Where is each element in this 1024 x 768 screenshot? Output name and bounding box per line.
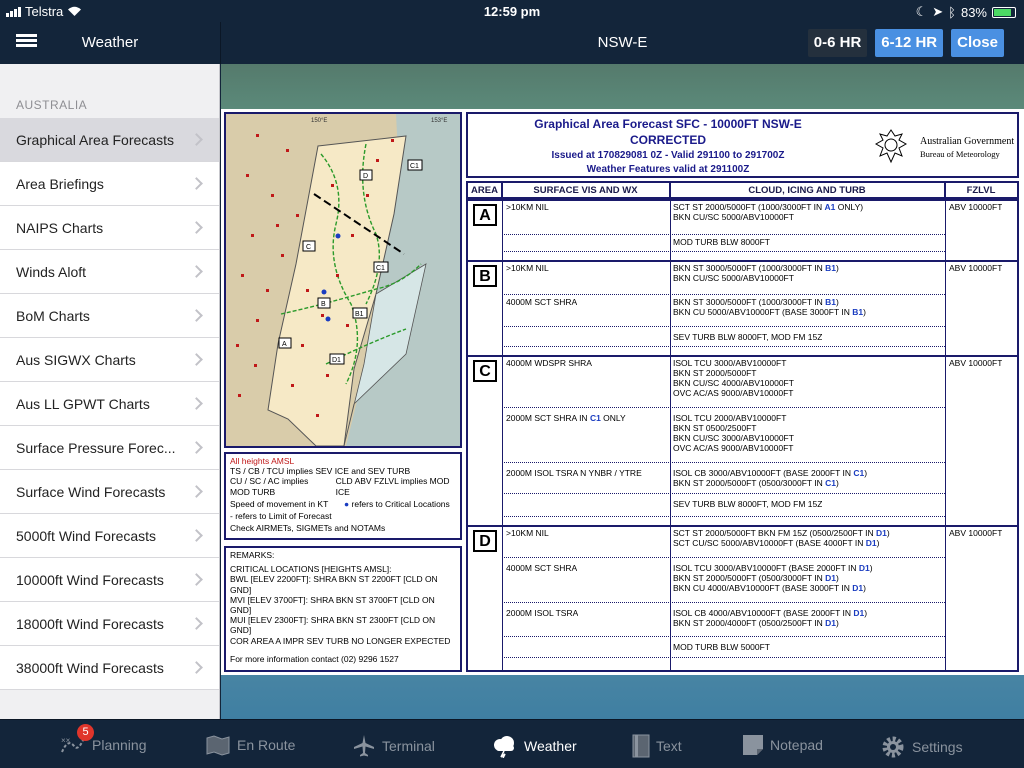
carrier-label: Telstra: [25, 4, 64, 19]
table-cell: BKN CU/SC 5000/ABV10000FT: [673, 212, 794, 222]
table-cell: 4000M SCT SHRA: [506, 297, 578, 307]
sidebar-item-aus-sigwx-charts[interactable]: Aus SIGWX Charts: [0, 338, 219, 382]
table-cell: BKN CU 5000/ABV10000FT (BASE 3000FT IN B1): [673, 307, 866, 317]
6-12hr-button[interactable]: 6-12 HR: [875, 29, 943, 57]
table-cell: ISOL CB 3000/ABV10000FT (BASE 2000FT IN C1): [673, 468, 868, 478]
close-button[interactable]: Close: [951, 29, 1004, 57]
table-cell: SCT ST 2000/5000FT (1000/3000FT IN A1 ONLY): [673, 202, 864, 212]
chevron-right-icon: [190, 177, 203, 190]
status-bar: [0, 0, 1024, 22]
forecast-title: Graphical Area Forecast SFC - 10000FT NSW-E: [534, 117, 802, 131]
table-cell: BKN ST 2000/4000FT (0500/2500FT IN D1): [673, 618, 839, 628]
bluetooth-icon: ᛒ: [948, 4, 956, 20]
table-cell: ISOL TCU 2000/ABV10000FT BKN ST 0500/2500FT BKN CU/SC 3000/ABV10000FT OVC AC/AS 9000/ABV10000FT: [673, 413, 794, 453]
table-cell: >10KM NIL: [506, 263, 549, 273]
remarks-box: REMARKS: CRITICAL LOCATIONS [HEIGHTS AMSL]: BWL [ELEV 2200FT]: SHRA BKN ST 2200FT [CLD ON GND] MVI [ELEV 3700FT]: SHRA BKN ST 3700FT [CLD ON GND] MUI [ELEV 2300FT]: SHRA BKN ST 2300FT [CLD ON GND] COR AREA A IMPR SEV TURB NO LONGER EXPECTED For more information contact (02) 9296 1527: [224, 546, 462, 672]
gear-icon: [880, 734, 906, 760]
corrected-label: CORRECTED: [629, 133, 706, 147]
table-cell: >10KM NIL: [506, 528, 549, 538]
forecast-table: [466, 181, 1019, 672]
0-6hr-button[interactable]: 0-6 HR: [808, 29, 868, 57]
sidebar: [0, 64, 220, 719]
tab-weather[interactable]: Weather: [490, 734, 577, 758]
table-cell: BKN ST 2000/5000FT (0500/3000FT IN D1): [673, 573, 839, 583]
weather-icon: [490, 734, 518, 758]
forecast-header: [466, 112, 1019, 178]
table-cell: ISOL TCU 3000/ABV10000FT BKN ST 2000/5000FT BKN CU/SC 4000/ABV10000FT OVC AC/AS 9000/ABV10000FT: [673, 358, 794, 398]
map-label: C1: [376, 265, 385, 272]
location-icon: ➤: [932, 4, 944, 19]
table-cell: ISOL TCU 3000/ABV10000FT (BASE 2000FT IN D1): [673, 563, 873, 573]
notepad-icon: [742, 734, 764, 756]
valid-label: Weather Features valid at 291100Z: [586, 164, 750, 175]
table-cell: 4000M SCT SHRA: [506, 563, 578, 573]
planning-badge: 5: [77, 724, 94, 741]
tab-settings[interactable]: Settings: [880, 734, 963, 760]
map-label: C: [306, 244, 312, 251]
airplane-icon: [352, 734, 376, 758]
tab-bar: [0, 719, 1024, 768]
sidebar-item-winds-aloft[interactable]: Winds Aloft: [0, 250, 219, 294]
map-lon-label-2: 153°E: [431, 118, 448, 124]
table-cell: 2000M ISOL TSRA N YNBR / YTRE: [506, 468, 642, 478]
table-cell: BKN CU/SC 5000/ABV10000FT: [673, 273, 794, 283]
sidebar-item-surface-pressure[interactable]: Surface Pressure Forec...: [0, 426, 219, 470]
sidebar-item-area-briefings[interactable]: Area Briefings: [0, 162, 219, 206]
battery-percent: 83%: [960, 4, 987, 20]
area-b-label: B: [473, 265, 497, 287]
chevron-right-icon: [190, 397, 203, 410]
table-cell: ABV 10000FT: [949, 202, 1003, 212]
map-label: D1: [332, 357, 341, 364]
table-cell: BKN ST 2000/5000FT (0500/3000FT IN C1): [673, 478, 839, 488]
area-c-label: C: [473, 360, 497, 382]
legend-notes: All heights AMSL TS / CB / TCU implies SEV ICE and SEV TURB CU / SC / AC implies MOD TURB CLD ABV FZLVL implies MOD ICE Speed of movement in KT ● refers to Critical Locations - refers to Limit of Forecast Check AIRMETs, SIGMETs and NOTAMs: [224, 452, 462, 540]
sidebar-item-5000ft-wind[interactable]: 5000ft Wind Forecasts: [0, 514, 219, 558]
table-cell: BKN ST 3000/5000FT (1000/3000FT IN B1): [673, 263, 839, 273]
table-cell: ABV 10000FT: [949, 528, 1003, 538]
sidebar-item-surface-wind[interactable]: Surface Wind Forecasts: [0, 470, 219, 514]
sidebar-title: Weather: [81, 34, 139, 51]
tab-terminal[interactable]: Terminal: [352, 734, 435, 758]
map-label: D: [363, 173, 369, 180]
table-cell: SCT ST 2000/5000FT BKN FM 15Z (0500/2500FT IN D1): [673, 528, 890, 538]
sidebar-item-18000ft-wind[interactable]: 18000ft Wind Forecasts: [0, 602, 219, 646]
table-cell: MOD TURB BLW 5000FT: [673, 642, 770, 652]
sidebar-item-aus-ll-gpwt-charts[interactable]: Aus LL GPWT Charts: [0, 382, 219, 426]
svg-text:××: ××: [61, 736, 71, 745]
map-label: A: [282, 341, 287, 348]
tab-text[interactable]: Text: [632, 734, 682, 758]
chevron-right-icon: [190, 617, 203, 630]
area-a-label: A: [473, 204, 497, 226]
col-cloud-header: CLOUD, ICING AND TURB: [670, 183, 945, 199]
table-cell: SCT CU/SC 5000/ABV10000FT (BASE 4000FT IN D1): [673, 538, 880, 548]
tab-en-route[interactable]: En Route: [205, 734, 295, 756]
map-lon-label-1: 150°E: [311, 118, 328, 124]
table-cell: ISOL CB 4000/ABV10000FT (BASE 2000FT IN D1): [673, 608, 868, 618]
table-cell: BKN ST 3000/5000FT (1000/3000FT IN B1): [673, 297, 839, 307]
table-cell: 4000M WDSPR SHRA: [506, 358, 592, 368]
forecast-viewer[interactable]: [221, 64, 1024, 719]
issued-label: Issued at 170829081 0Z - Valid 291100 to 291700Z: [551, 150, 785, 161]
chevron-right-icon: [190, 573, 203, 586]
page-title: NSW-E: [597, 34, 648, 51]
table-cell: ABV 10000FT: [949, 263, 1003, 273]
moon-icon: ☾: [915, 4, 928, 19]
section-header: AUSTRALIA: [16, 98, 88, 112]
table-cell: ABV 10000FT: [949, 358, 1003, 368]
table-cell: BKN CU 4000/ABV10000FT (BASE 3000FT IN D1): [673, 583, 866, 593]
chevron-right-icon: [190, 529, 203, 542]
sidebar-item-graphical-area-forecasts[interactable]: Graphical Area Forecasts: [0, 118, 219, 162]
col-area-header: AREA: [468, 183, 502, 199]
forecast-document: [221, 109, 1024, 675]
table-cell: 2000M ISOL TSRA: [506, 608, 579, 618]
map-icon: [205, 734, 231, 756]
table-cell: SEV TURB BLW 8000FT, MOD FM 15Z: [673, 499, 823, 509]
bom-logo: Australian Government Bureau of Meteorology: [864, 124, 1016, 170]
sidebar-item-10000ft-wind[interactable]: 10000ft Wind Forecasts: [0, 558, 219, 602]
sidebar-item-38000ft-wind[interactable]: 38000ft Wind Forecasts: [0, 646, 219, 690]
chevron-right-icon: [190, 485, 203, 498]
sidebar-item-naips-charts[interactable]: NAIPS Charts: [0, 206, 219, 250]
table-cell: MOD TURB BLW 8000FT: [673, 237, 770, 247]
map-label: B1: [355, 311, 364, 318]
document-icon: [632, 734, 650, 758]
clock: 12:59 pm: [483, 4, 541, 19]
area-d-label: D: [473, 530, 497, 552]
chevron-right-icon: [190, 133, 203, 146]
map-label: C1: [410, 163, 419, 170]
chevron-right-icon: [190, 309, 203, 322]
chevron-right-icon: [190, 661, 203, 674]
map-graphic: [226, 114, 460, 446]
chevron-right-icon: [190, 265, 203, 278]
nav-bar: [0, 22, 1024, 64]
chevron-right-icon: [190, 441, 203, 454]
table-cell: SEV TURB BLW 8000FT, MOD FM 15Z: [673, 332, 823, 342]
table-cell: >10KM NIL: [506, 202, 549, 212]
tab-planning[interactable]: ×× Planning: [60, 734, 147, 756]
col-vis-header: SURFACE VIS AND WX: [502, 183, 670, 199]
table-cell: 2000M SCT SHRA IN C1 ONLY: [506, 413, 626, 423]
battery-icon: [992, 7, 1016, 18]
forecast-map: [224, 112, 462, 448]
tab-notepad[interactable]: Notepad: [742, 734, 823, 756]
sidebar-item-bom-charts[interactable]: BoM Charts: [0, 294, 219, 338]
col-fzlvl-header: FZLVL: [945, 183, 1017, 199]
chevron-right-icon: [190, 221, 203, 234]
map-label: B: [321, 301, 326, 308]
chevron-right-icon: [190, 353, 203, 366]
